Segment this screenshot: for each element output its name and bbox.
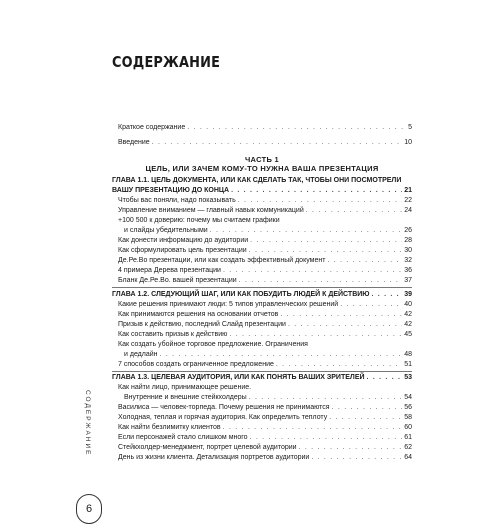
toc-entry-page: 10	[404, 139, 412, 146]
toc-entry-page: 60	[404, 424, 412, 431]
toc-entry[interactable]	[112, 266, 412, 276]
toc-entry-text: +100 500 к доверию: почему мы считаем графики	[118, 217, 280, 224]
toc-entry-page: 37	[404, 277, 412, 284]
toc-chapter-1-3[interactable]	[112, 373, 412, 383]
toc-entry[interactable]	[112, 453, 412, 463]
toc-entry-text: и слайды убедительными	[124, 227, 208, 234]
toc-entry-text: 4 примера Дерева презентации	[118, 267, 221, 274]
toc-entry-line-last	[118, 393, 412, 403]
side-running-header: СОДЕРЖАНИЕ	[84, 390, 91, 457]
toc-leader-dots	[311, 453, 402, 463]
toc-entry[interactable]	[112, 403, 412, 413]
toc-entry-text: Чтобы вас поняли, надо показывать	[118, 197, 236, 204]
toc-leader-dots	[327, 256, 402, 266]
toc-entry-text: Василиса — человек-торпеда. Почему решения не принимаются	[118, 404, 330, 411]
toc-chapter-line: ВАШУ ПРЕЗЕНТАЦИЮ ДО КОНЦА	[112, 187, 230, 194]
toc-leader-dots	[332, 403, 403, 413]
divider	[112, 287, 412, 288]
toc-leader-dots	[249, 246, 403, 256]
toc-leader-dots	[372, 290, 403, 300]
toc-chapter-1-1[interactable]	[112, 176, 412, 196]
toc-entry[interactable]	[112, 236, 412, 246]
toc-leader-dots	[210, 226, 403, 236]
toc-entry-page: 40	[404, 301, 412, 308]
toc-entry[interactable]	[112, 310, 412, 320]
toc-leader-dots	[367, 373, 403, 383]
toc-entry-text: Призыв к действию, последний Слайд презентации	[118, 321, 286, 328]
toc-entry-text: День из жизни клиента. Детализация портретов аудитории	[118, 454, 310, 461]
toc-entry-page: 5	[408, 124, 412, 131]
toc-entry-page: 39	[404, 291, 412, 298]
toc-entry-text: Какие решения принимают люди: 5 типов управленческих решений	[118, 301, 339, 308]
toc-leader-dots	[250, 236, 402, 246]
toc-entry-page: 58	[404, 414, 412, 421]
toc-chapter-line: ГЛАВА 1.2. СЛЕДУЮЩИЙ ШАГ, ИЛИ КАК ПОБУДИТЬ ЛЮДЕЙ К ДЕЙСТВИЮ	[112, 291, 370, 298]
toc-leader-dots	[306, 206, 402, 216]
toc-entry-text: Как составить призыв к действию	[118, 331, 228, 338]
toc-entry[interactable]	[112, 340, 412, 360]
part-number: ЧАСТЬ 1	[244, 155, 280, 164]
toc-entry[interactable]	[112, 330, 412, 340]
toc-entry-page: 61	[404, 434, 412, 441]
toc-leader-dots	[250, 433, 403, 443]
toc-entry-summary[interactable]	[112, 123, 412, 133]
toc-entry[interactable]	[112, 320, 412, 330]
toc-leader-dots	[288, 320, 402, 330]
toc-entry-page: 45	[404, 331, 412, 338]
toc-leader-dots	[223, 266, 402, 276]
toc-entry-page: 42	[404, 321, 412, 328]
toc-entry-page: 32	[404, 257, 412, 264]
toc-entry-page: 30	[404, 247, 412, 254]
toc-leader-dots	[152, 138, 403, 148]
toc-leader-dots	[276, 360, 402, 370]
toc-entry-text: Краткое содержание	[118, 124, 186, 131]
toc-leader-dots	[229, 330, 402, 340]
toc-entry-text: Как найти лицо, принимающее решение.	[118, 384, 252, 391]
toc-entry-page: 21	[404, 187, 412, 194]
toc-entry[interactable]	[112, 196, 412, 206]
toc-leader-dots	[299, 443, 403, 453]
toc-entry-text: 7 способов создать ограниченное предложение	[118, 361, 274, 368]
toc-entry[interactable]	[112, 383, 412, 403]
toc-entry-text: Как найти безлимитку клиентов	[118, 424, 221, 431]
part-title: ЦЕЛЬ, ИЛИ ЗАЧЕМ КОМУ-ТО НУЖНА ВАША ПРЕЗЕНТАЦИЯ	[145, 164, 379, 173]
toc-entry-text: Холодная, теплая и горячая аудитория. Как определить теплоту	[118, 414, 328, 421]
toc-entry-page: 22	[404, 197, 412, 204]
toc-entry[interactable]	[112, 246, 412, 256]
toc-entry-text: и дедлайн	[124, 351, 158, 358]
toc-entry-text: Стейкхолдер-менеджмент, портрет целевой аудитории	[118, 444, 297, 451]
toc-entry[interactable]	[112, 216, 412, 236]
toc-entry-intro[interactable]	[112, 138, 412, 148]
toc-entry[interactable]	[112, 256, 412, 266]
toc-entry-text: Бланк Де.Ре.Во. вашей презентации	[118, 277, 237, 284]
toc-leader-dots	[160, 350, 403, 360]
toc-entry-page: 64	[404, 454, 412, 461]
toc-leader-dots	[329, 413, 402, 423]
toc-entry-text: Управление вниманием — главный навык коммуникаций	[118, 207, 304, 214]
toc-entry-page: 42	[404, 311, 412, 318]
toc-leader-dots	[340, 300, 402, 310]
toc-entry-page: 26	[404, 227, 412, 234]
toc-entry-page: 24	[404, 207, 412, 214]
toc-entry-text: Как создать убойное торговое предложение. Ограничения	[118, 341, 308, 348]
toc-entry[interactable]	[112, 300, 412, 310]
toc-entry-page: 36	[404, 267, 412, 274]
toc-leader-dots	[238, 196, 402, 206]
toc-entry-line-last	[118, 350, 412, 360]
toc-entry[interactable]	[112, 276, 412, 286]
toc-entry-page: 62	[404, 444, 412, 451]
toc-entry-text: Если персонажей стало слишком много	[118, 434, 248, 441]
toc-entry-page: 48	[404, 351, 412, 358]
toc-entry[interactable]	[112, 360, 412, 370]
toc-entry-text: Как сформулировать цель презентации	[118, 247, 247, 254]
toc-leader-dots	[280, 310, 402, 320]
toc-entry[interactable]	[112, 433, 412, 443]
toc-entry-page: 53	[404, 374, 412, 381]
page-title: СОДЕРЖАНИЕ	[112, 53, 221, 71]
toc-entry-text: Как донести информацию до аудитории	[118, 237, 249, 244]
toc-leader-dots	[249, 393, 402, 403]
toc-chapter-line: ГЛАВА 1.3. ЦЕЛЕВАЯ АУДИТОРИЯ, ИЛИ КАК ПОНЯТЬ ВАШИХ ЗРИТЕЛЕЙ	[112, 374, 365, 381]
toc-entry-text: Де.Ре.Во презентации, или как создать эффективный документ	[118, 257, 326, 264]
toc-leader-dots	[187, 123, 406, 133]
part-heading	[112, 155, 412, 173]
toc-entry[interactable]	[112, 206, 412, 216]
toc-entry[interactable]	[112, 413, 412, 423]
toc-chapter-1-2[interactable]	[112, 290, 412, 300]
toc-entry-page: 51	[404, 361, 412, 368]
toc-entry-page: 56	[404, 404, 412, 411]
toc-leader-dots	[231, 186, 402, 196]
toc-leader-dots	[239, 276, 403, 286]
toc-chapter-line: ГЛАВА 1.1. ЦЕЛЬ ДОКУМЕНТА, ИЛИ КАК СДЕЛАТЬ ТАК, ЧТОБЫ ОНИ ПОСМОТРЕЛИ	[112, 177, 402, 184]
toc-entry-text: Внутренние и внешние стейкхолдеры	[124, 394, 247, 401]
page-number: 6	[76, 494, 102, 524]
toc-entry-page: 28	[404, 237, 412, 244]
divider	[112, 371, 412, 372]
toc-entry-line-last	[118, 226, 412, 236]
toc-entry[interactable]	[112, 423, 412, 433]
toc-leader-dots	[223, 423, 403, 433]
toc-entry-page: 54	[404, 394, 412, 401]
toc-entry-text: Как принимаются решения на основании отчетов	[118, 311, 279, 318]
toc-entry-text: Введение	[118, 139, 150, 146]
toc-entry[interactable]	[112, 443, 412, 453]
toc-chapter-line-last	[112, 186, 412, 196]
